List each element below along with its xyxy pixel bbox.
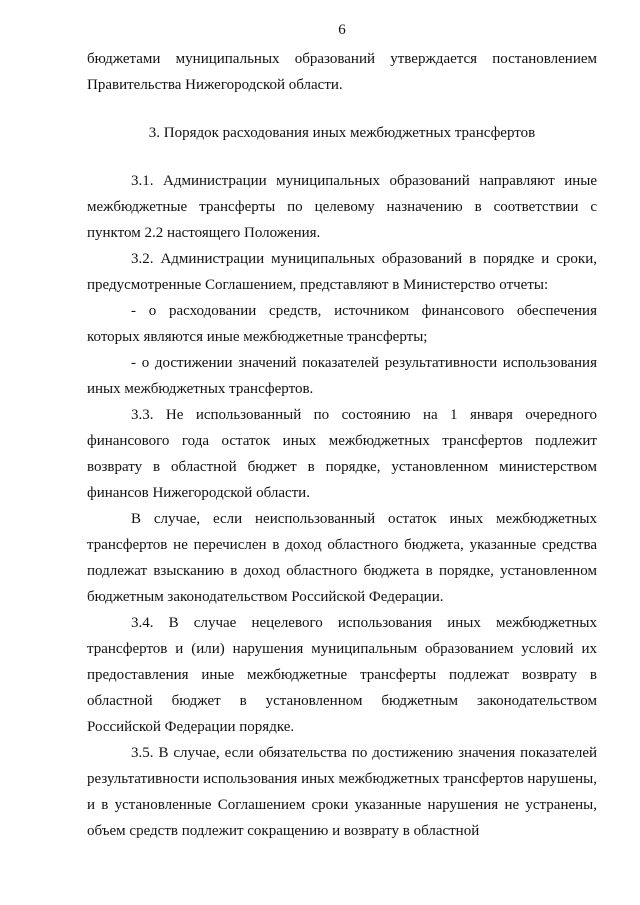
list-item-expenditure-report: - о расходовании средств, источником финансового обеспечения которых являются иные межбюджетные трансферты; — [87, 303, 597, 345]
paragraph-3-1: 3.1. Администрации муниципальных образований направляют иные межбюджетные трансферты по целевому назначению в соответствии с пунктом 2.2 настоящего Положения. — [87, 173, 597, 241]
page-number: 6 — [338, 22, 346, 38]
paragraph-3-2: 3.2. Администрации муниципальных образований в порядке и сроки, предусмотренные Соглашением, представляют в Министерство отчеты: — [87, 251, 597, 293]
section-heading: 3. Порядок расходования иных межбюджетных трансфертов — [148, 125, 536, 141]
paragraph-continuation: бюджетами муниципальных образований утверждается постановлением Правительства Нижегородской области. — [87, 51, 597, 93]
paragraph-3-5: 3.5. В случае, если обязательства по достижению значения показателей результативности использования иных межбюджетных трансфертов нарушены, и в установленные Соглашением сроки указанные нарушения не устранены, объем средств подлежит сокращению и возврату в областной — [87, 745, 597, 839]
paragraph-3-4: 3.4. В случае нецелевого использования иных межбюджетных трансфертов и (или) нарушения муниципальным образованием условий их предоставления иные межбюджетные трансферты подлежат возврату в областной бюджет в установленном бюджетным законодательством Российской Федерации порядке. — [87, 615, 597, 735]
list-item-indicators-report: - о достижении значений показателей результативности использования иных межбюджетных трансфертов. — [87, 355, 597, 397]
paragraph-unused-balance: В случае, если неиспользованный остаток иных межбюджетных трансфертов не перечислен в доход областного бюджета, указанные средства подлежат взысканию в доход областного бюджета в порядке, установленном бюджетным законодательством Российской Федерации. — [87, 511, 597, 605]
paragraph-3-3: 3.3. Не использованный по состоянию на 1 января очередного финансового года остаток иных межбюджетных трансфертов подлежит возврату в областной бюджет в порядке, установленном министерством финансов Нижегородской области. — [87, 407, 597, 501]
